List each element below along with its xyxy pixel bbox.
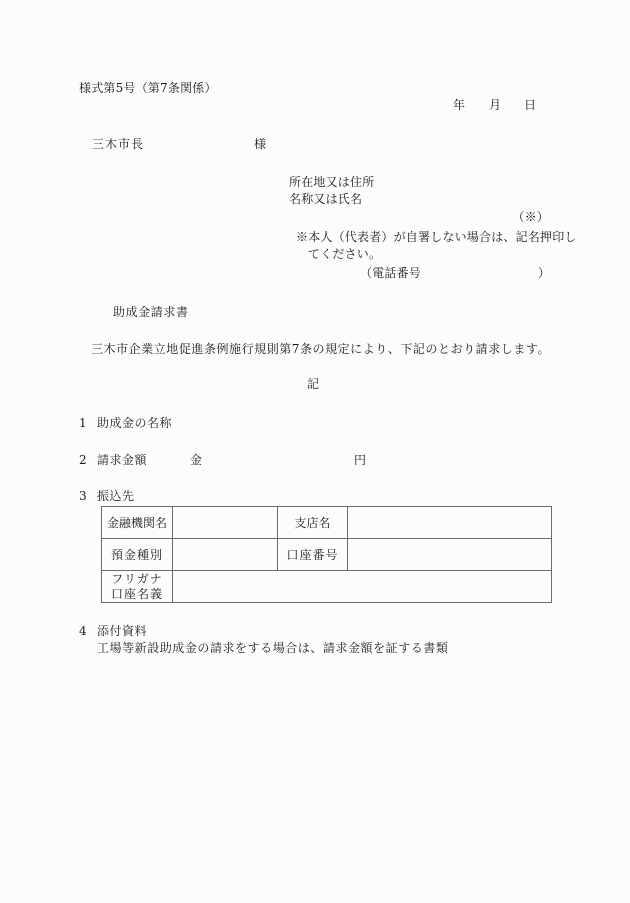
amount-suffix: 円 [354, 453, 367, 467]
date-day-label: 日 [524, 98, 537, 112]
item-4-label: 添付資料 [97, 624, 148, 638]
signature-note-line1: ※本人（代表者）が自署しない場合は、記名押印し [296, 230, 577, 244]
account-holder-name-label: 口座名義 [110, 586, 163, 601]
deposit-type-label [102, 539, 173, 571]
item-1-label: 助成金の名称 [97, 416, 173, 430]
branch-name-label-text: 支店名 [294, 515, 331, 530]
form-number: 様式第5号（第7条関係） [79, 81, 217, 95]
addressee-name: 三木市長 [92, 137, 145, 151]
table-row [102, 507, 552, 539]
body-text: 三木市企業立地促進条例施行規則第7条の規定により、下記のとおり請求します。 [91, 342, 551, 356]
applicant-address-label: 所在地又は住所 [289, 175, 375, 189]
document-title: 助成金請求書 [113, 305, 189, 319]
item-1-number: 1 [79, 416, 87, 430]
account-holder-field[interactable] [173, 571, 552, 603]
branch-name-label [278, 507, 348, 539]
account-number-field[interactable] [348, 539, 552, 571]
signature-note-line2: てください。 [308, 247, 382, 261]
deposit-type-field[interactable] [173, 539, 278, 571]
branch-name-field[interactable] [348, 507, 552, 539]
applicant-name-label: 名称又は氏名 [289, 192, 363, 206]
account-holder-furigana-label: フリガナ [111, 571, 163, 586]
amount-prefix: 金 [190, 453, 203, 467]
item-3-label: 振込先 [97, 489, 135, 503]
item-3-number: 3 [79, 489, 87, 503]
item-2-label: 請求金額 [97, 453, 148, 467]
phone-label: （電話番号 [360, 266, 422, 280]
ki-heading: 記 [307, 377, 320, 391]
table-row [102, 539, 552, 571]
phone-close-paren: ） [538, 266, 551, 280]
date-year-label: 年 [453, 98, 466, 112]
addressee-honorific: 様 [254, 137, 267, 151]
bank-name-field[interactable] [173, 507, 278, 539]
deposit-type-label-text: 預金種別 [110, 547, 163, 562]
table-row [102, 571, 552, 603]
bank-name-label [102, 507, 173, 539]
date-month-label: 月 [489, 98, 502, 112]
item-2-number: 2 [79, 453, 87, 467]
attachment-detail: 工場等新設助成金の請求をする場合は、請求金額を証する書類 [97, 641, 449, 655]
seal-mark: （※） [512, 210, 549, 224]
bank-name-label-text: 金融機関名 [106, 515, 167, 530]
account-number-label-text: 口座番号 [286, 547, 339, 562]
account-number-label [278, 539, 348, 571]
item-4-number: 4 [79, 624, 87, 638]
bank-transfer-table [101, 506, 552, 603]
account-holder-label [102, 571, 173, 603]
